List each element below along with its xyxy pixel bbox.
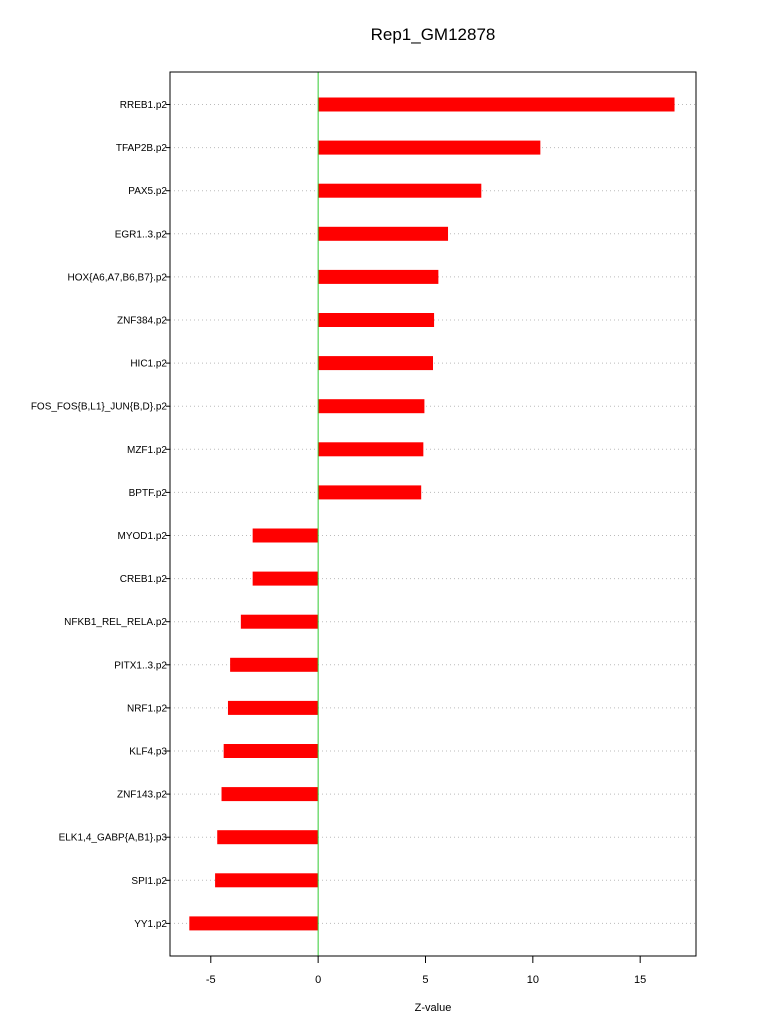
bar xyxy=(253,529,318,543)
x-tick-label: 15 xyxy=(634,974,647,986)
category-label: RREB1.p2 xyxy=(119,100,167,111)
category-labels xyxy=(31,100,170,930)
x-tick-label: 10 xyxy=(526,974,539,986)
bar xyxy=(222,787,319,801)
bar xyxy=(318,313,434,327)
bar xyxy=(253,572,318,586)
bar xyxy=(318,227,448,241)
x-tick-label: 5 xyxy=(422,974,429,986)
category-label: KLF4.p3 xyxy=(129,746,167,758)
category-label: PAX5.p2 xyxy=(128,186,167,198)
category-label: PITX1..3.p2 xyxy=(114,660,167,672)
category-label: EGR1..3.p2 xyxy=(114,229,167,241)
bar xyxy=(217,830,318,844)
bar xyxy=(215,873,318,887)
x-tick-label: 0 xyxy=(315,974,322,986)
bar xyxy=(224,744,318,758)
x-tick-label: -5 xyxy=(205,974,216,986)
category-label: ZNF384.p2 xyxy=(116,315,167,327)
category-label: SPI1.p2 xyxy=(131,875,167,887)
category-label: TFAP2B.p2 xyxy=(115,143,167,155)
bar xyxy=(228,701,318,715)
category-label: FOS_FOS{B,L1}_JUN{B,D}.p2 xyxy=(30,401,167,413)
plot-frame xyxy=(170,72,696,956)
x-axis xyxy=(206,956,646,986)
x-axis-label: Z-value xyxy=(414,1002,452,1014)
category-label: HOX{A6,A7,B6,B7}.p2 xyxy=(67,272,167,284)
category-label: ELK1,4_GABP{A,B1}.p3 xyxy=(58,832,167,844)
chart-title: Rep1_GM12878 xyxy=(370,25,496,44)
category-label: HIC1.p2 xyxy=(130,358,167,370)
category-label: ZNF143.p2 xyxy=(116,789,167,801)
bar xyxy=(230,658,318,672)
bar xyxy=(318,356,433,370)
bar xyxy=(189,916,318,930)
bars xyxy=(189,98,674,931)
category-label: MYOD1.p2 xyxy=(117,531,167,542)
category-label: NRF1.p2 xyxy=(126,703,167,715)
category-label: NFKB1_REL_RELA.p2 xyxy=(64,617,167,629)
bar xyxy=(318,184,481,198)
bar xyxy=(318,270,438,284)
category-label: CREB1.p2 xyxy=(119,574,167,586)
bar xyxy=(318,442,423,456)
bar xyxy=(318,399,424,413)
category-label: BPTF.p2 xyxy=(128,487,167,499)
category-label: YY1.p2 xyxy=(134,918,167,930)
bar xyxy=(318,98,674,112)
category-label: MZF1.p2 xyxy=(126,444,167,456)
bar xyxy=(318,485,421,499)
bar xyxy=(318,141,540,155)
bar xyxy=(241,615,318,629)
